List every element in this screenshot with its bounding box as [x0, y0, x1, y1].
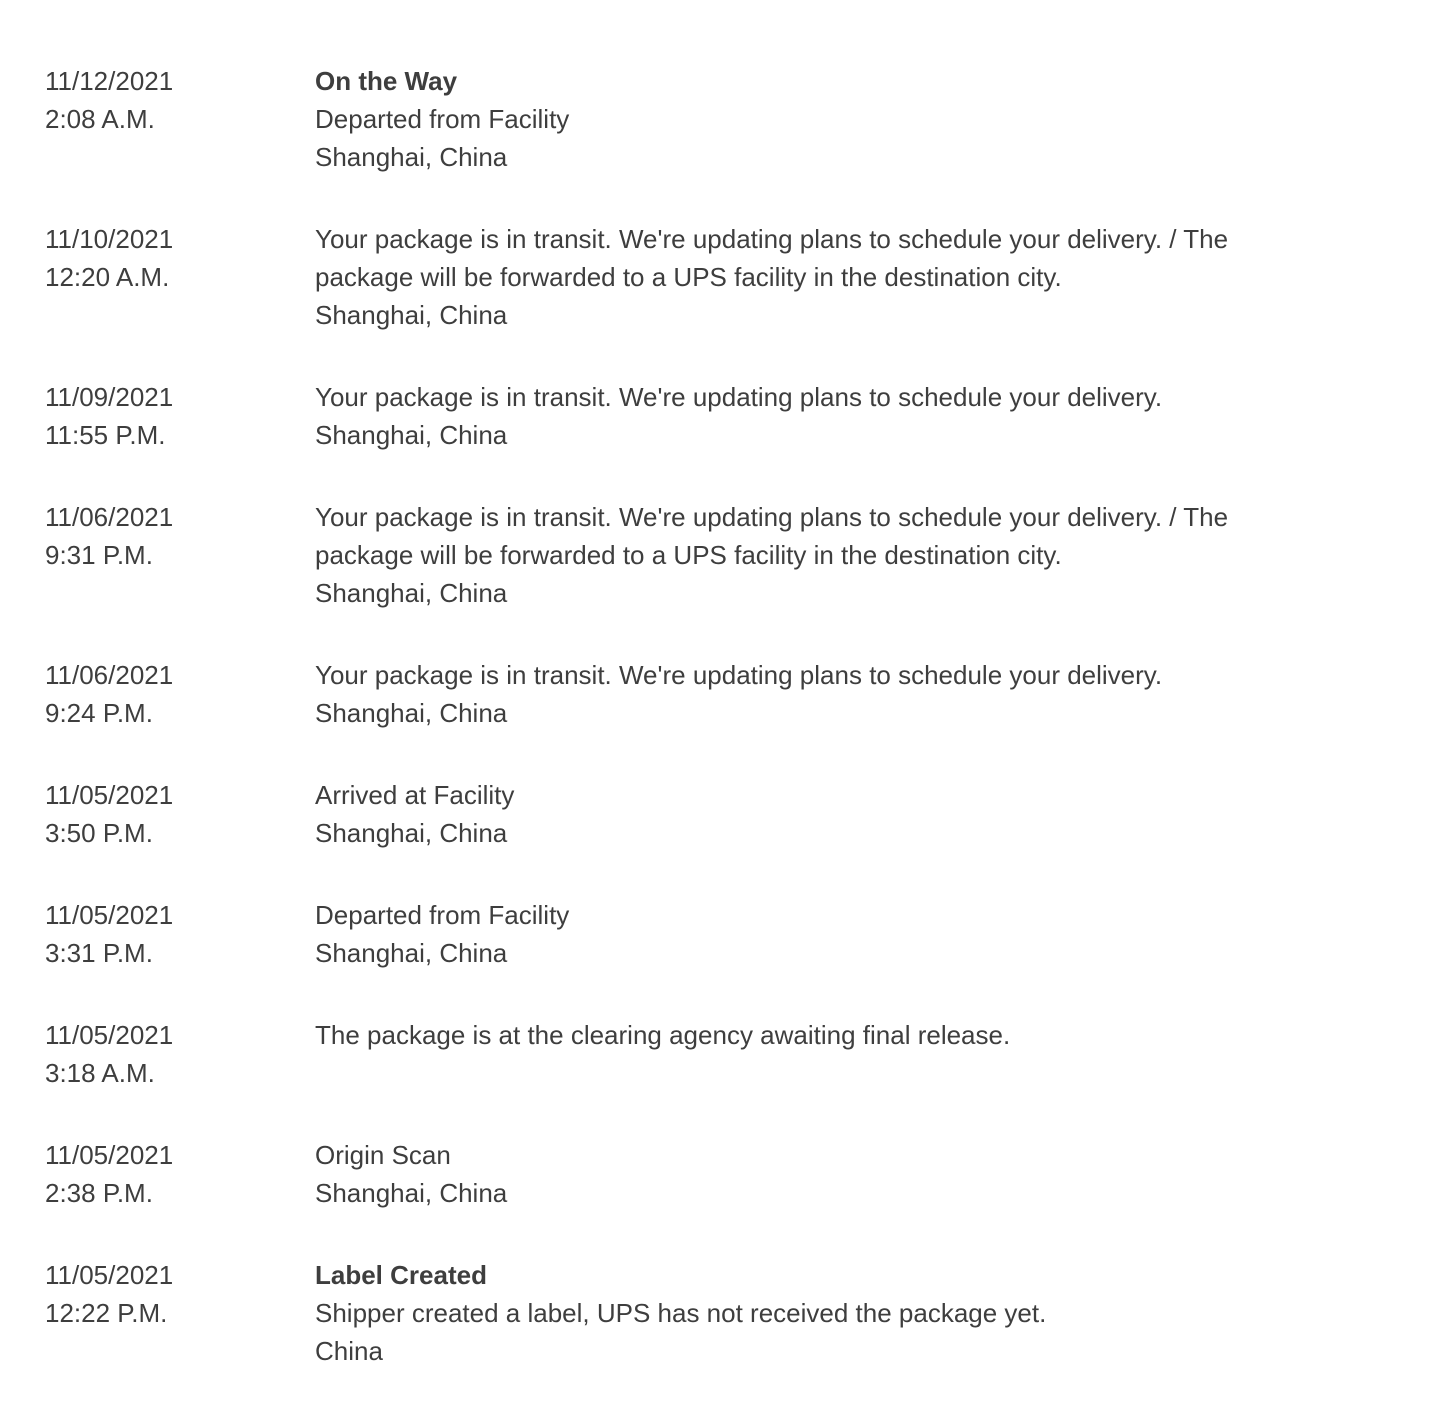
- event-time: 3:31 P.M.: [45, 938, 153, 968]
- event-datetime: [45, 896, 315, 972]
- event-location: Shanghai, China: [315, 698, 508, 728]
- event-time: 2:08 A.M.: [45, 104, 155, 134]
- event-location: Shanghai, China: [315, 1178, 508, 1208]
- tracking-event-row: [45, 1136, 1402, 1212]
- event-time: 9:31 P.M.: [45, 540, 153, 570]
- event-location: Shanghai, China: [315, 420, 508, 450]
- event-status: [315, 1256, 1046, 1370]
- event-status: [315, 220, 1325, 334]
- event-time: 2:38 P.M.: [45, 1178, 153, 1208]
- event-date: 11/05/2021: [45, 1020, 174, 1050]
- event-status-description: Departed from Facility: [315, 900, 570, 930]
- event-location: Shanghai, China: [315, 142, 508, 172]
- tracking-event-row: [45, 378, 1402, 454]
- event-location: Shanghai, China: [315, 300, 508, 330]
- tracking-event-row: [45, 776, 1402, 852]
- event-status: [315, 656, 1162, 732]
- tracking-event-row: [45, 896, 1402, 972]
- event-datetime: [45, 220, 315, 296]
- event-status-description: Your package is in transit. We're updating plans to schedule your delivery. / The package will be forwarded to a UPS facility in the destination city.: [315, 502, 1229, 570]
- event-date: 11/05/2021: [45, 1140, 174, 1170]
- event-datetime: [45, 62, 315, 138]
- event-location: Shanghai, China: [315, 818, 508, 848]
- event-status: [315, 498, 1325, 612]
- event-date: 11/09/2021: [45, 382, 174, 412]
- tracking-event-row: [45, 220, 1402, 334]
- event-status: [315, 776, 514, 852]
- event-date: 11/10/2021: [45, 224, 174, 254]
- event-status-description: Arrived at Facility: [315, 780, 515, 810]
- event-datetime: [45, 1136, 315, 1212]
- event-status-description: Your package is in transit. We're updating plans to schedule your delivery. / The package will be forwarded to a UPS facility in the destination city.: [315, 224, 1229, 292]
- event-date: 11/06/2021: [45, 502, 174, 532]
- event-status-description: Departed from Facility: [315, 104, 570, 134]
- event-datetime: [45, 656, 315, 732]
- event-date: 11/05/2021: [45, 1260, 174, 1290]
- event-status: [315, 1016, 1010, 1054]
- event-datetime: [45, 776, 315, 852]
- event-status-description: Shipper created a label, UPS has not received the package yet.: [315, 1298, 1047, 1328]
- event-datetime: [45, 378, 315, 454]
- event-time: 9:24 P.M.: [45, 698, 153, 728]
- event-time: 12:22 P.M.: [45, 1298, 168, 1328]
- event-location: Shanghai, China: [315, 938, 508, 968]
- event-status-description: Your package is in transit. We're updating plans to schedule your delivery.: [315, 382, 1163, 412]
- event-time: 12:20 A.M.: [45, 262, 170, 292]
- event-location: China: [315, 1336, 383, 1366]
- event-status: [315, 62, 569, 176]
- event-status: [315, 378, 1162, 454]
- event-time: 3:50 P.M.: [45, 818, 153, 848]
- tracking-event-row: [45, 62, 1402, 176]
- event-status-description: Origin Scan: [315, 1140, 451, 1170]
- event-datetime: [45, 1016, 315, 1092]
- event-time: 3:18 A.M.: [45, 1058, 155, 1088]
- event-status: [315, 1136, 507, 1212]
- event-date: 11/05/2021: [45, 780, 174, 810]
- event-time: 11:55 P.M.: [45, 420, 166, 450]
- event-date: 11/06/2021: [45, 660, 174, 690]
- event-status-title: Label Created: [315, 1260, 487, 1290]
- event-location: Shanghai, China: [315, 578, 508, 608]
- tracking-history-list: [45, 62, 1402, 1370]
- event-date: 11/12/2021: [45, 66, 174, 96]
- tracking-event-row: [45, 656, 1402, 732]
- event-status-description: The package is at the clearing agency awaiting final release.: [315, 1020, 1011, 1050]
- tracking-event-row: [45, 1256, 1402, 1370]
- event-status: [315, 896, 569, 972]
- event-status-description: Your package is in transit. We're updating plans to schedule your delivery.: [315, 660, 1163, 690]
- event-datetime: [45, 498, 315, 574]
- event-datetime: [45, 1256, 315, 1332]
- event-status-title: On the Way: [315, 66, 458, 96]
- tracking-event-row: [45, 1016, 1402, 1092]
- event-date: 11/05/2021: [45, 900, 174, 930]
- tracking-event-row: [45, 498, 1402, 612]
